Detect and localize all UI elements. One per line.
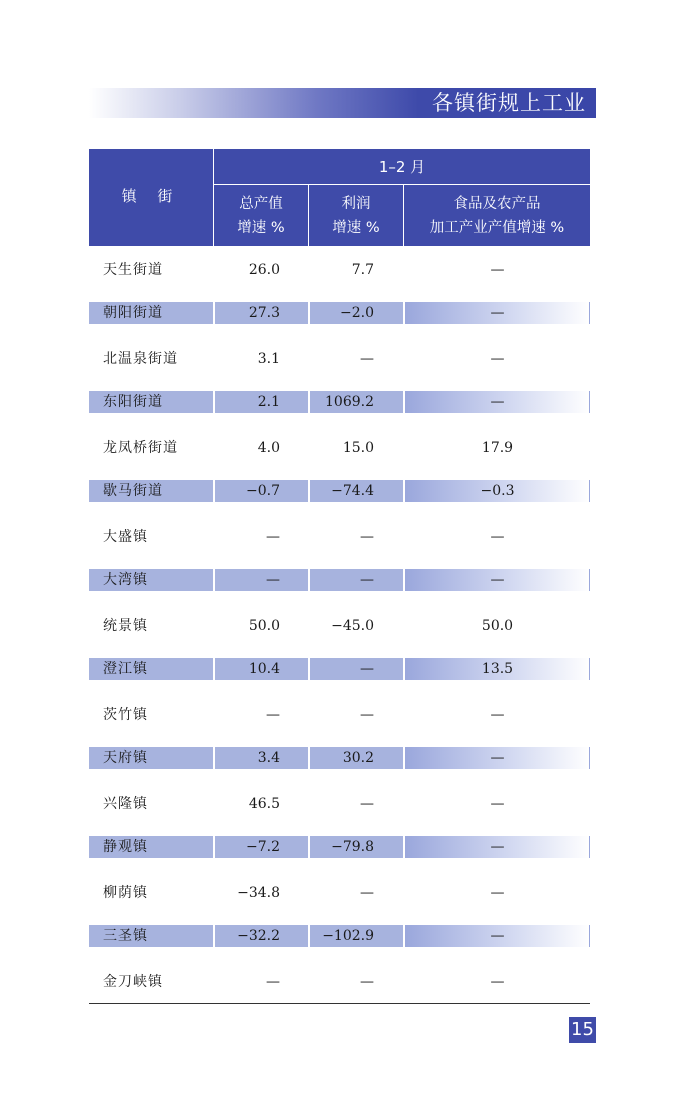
food-industry-growth-value: — xyxy=(490,707,505,723)
town-column-header: 镇 街 xyxy=(121,187,181,205)
food-industry-growth-value: — xyxy=(490,351,505,367)
output-growth-value: 46.5 xyxy=(248,796,280,812)
town-name: 金刀峡镇 xyxy=(103,974,163,990)
town-name: 天生街道 xyxy=(103,262,163,278)
output-growth-value: 26.0 xyxy=(248,262,280,278)
profit-growth-value: 1069.2 xyxy=(325,394,374,410)
column-header-line: 增速 % xyxy=(332,219,380,236)
food-industry-growth-value: — xyxy=(490,750,505,766)
food-industry-growth-value: — xyxy=(490,928,505,944)
town-name: 天府镇 xyxy=(103,750,148,766)
profit-growth-value: — xyxy=(360,796,374,812)
output-growth-value: 2.1 xyxy=(257,394,280,410)
output-growth-value: — xyxy=(266,572,280,588)
town-name: 北温泉街道 xyxy=(103,351,178,367)
town-name: 朝阳街道 xyxy=(103,305,163,321)
table-row xyxy=(89,246,590,335)
town-name: 澄江镇 xyxy=(103,661,148,677)
food-industry-growth-value: — xyxy=(490,262,505,278)
output-growth-value: −7.2 xyxy=(246,839,280,855)
output-growth-value: 10.4 xyxy=(248,661,280,677)
table-row xyxy=(89,513,590,602)
profit-growth-value: — xyxy=(360,661,374,677)
profit-growth-value: — xyxy=(360,885,374,901)
food-industry-growth-value: 17.9 xyxy=(481,440,514,456)
table-row xyxy=(89,869,590,958)
food-industry-growth-value: −0.3 xyxy=(480,483,515,499)
profit-growth-value: — xyxy=(360,974,374,990)
town-name: 龙凤桥街道 xyxy=(103,440,178,456)
profit-growth-value: 15.0 xyxy=(342,440,374,456)
food-industry-growth-value: — xyxy=(490,394,505,410)
food-industry-growth-value: — xyxy=(490,305,505,321)
profit-growth-header xyxy=(309,185,403,246)
profit-growth-value: — xyxy=(360,572,374,588)
town-name: 歇马街道 xyxy=(103,483,163,499)
column-header-line: 加工产业产值增速 % xyxy=(429,219,565,236)
town-name: 大盛镇 xyxy=(103,529,148,545)
column-header-line: 总产值 xyxy=(239,195,283,212)
town-name: 兴隆镇 xyxy=(103,796,148,812)
food-industry-growth-value: 50.0 xyxy=(481,618,514,634)
table-row xyxy=(89,780,590,869)
output-growth-value: −34.8 xyxy=(237,885,280,901)
table-header xyxy=(89,149,590,246)
food-industry-growth-value: — xyxy=(490,529,505,545)
column-header-line: 食品及农产品 xyxy=(453,195,541,212)
profit-growth-value: −79.8 xyxy=(331,839,374,855)
output-growth-value: 27.3 xyxy=(248,305,280,321)
food-industry-growth-value: — xyxy=(490,885,505,901)
profit-growth-value: — xyxy=(360,351,374,367)
town-name: 静观镇 xyxy=(103,839,148,855)
output-growth-value: −32.2 xyxy=(237,928,280,944)
output-growth-value: 3.4 xyxy=(257,750,280,766)
food-industry-growth-value: — xyxy=(490,796,505,812)
town-name: 三圣镇 xyxy=(103,928,148,944)
output-growth-value: 4.0 xyxy=(257,440,280,456)
food-industry-growth-header xyxy=(404,185,590,246)
food-industry-growth-value: — xyxy=(490,839,505,855)
output-growth-value: — xyxy=(266,529,280,545)
food-industry-growth-value: — xyxy=(490,572,505,588)
town-name: 统景镇 xyxy=(103,618,148,634)
output-growth-value: −0.7 xyxy=(246,483,280,499)
table-row xyxy=(89,691,590,780)
town-name: 柳荫镇 xyxy=(103,885,148,901)
profit-growth-value: 30.2 xyxy=(342,750,374,766)
period-header: 1–2 月 xyxy=(378,158,426,176)
food-industry-growth-value: — xyxy=(490,974,505,990)
column-header-line: 增速 % xyxy=(237,219,285,236)
profit-growth-value: −102.9 xyxy=(322,928,374,944)
column-header-line: 利润 xyxy=(341,195,371,212)
table-row xyxy=(89,335,590,424)
profit-growth-value: −2.0 xyxy=(340,305,374,321)
town-name: 东阳街道 xyxy=(103,394,163,410)
output-growth-value: 50.0 xyxy=(248,618,280,634)
page-number: 15 xyxy=(569,1017,596,1043)
profit-growth-value: 7.7 xyxy=(351,262,374,278)
section-title: 各镇街规上工业 xyxy=(432,91,586,115)
profit-growth-value: — xyxy=(360,529,374,545)
town-name: 茨竹镇 xyxy=(103,707,148,723)
output-growth-value: — xyxy=(266,974,280,990)
town-name: 大湾镇 xyxy=(103,572,148,588)
output-growth-header xyxy=(214,185,308,246)
food-industry-growth-value: 13.5 xyxy=(481,661,514,677)
table-row xyxy=(89,424,590,513)
profit-growth-value: — xyxy=(360,707,374,723)
table-bottom-rule xyxy=(89,1003,590,1004)
output-growth-value: 3.1 xyxy=(257,351,280,367)
output-growth-value: — xyxy=(266,707,280,723)
header-band xyxy=(89,88,596,118)
table-row xyxy=(89,602,590,691)
profit-growth-value: −74.4 xyxy=(331,483,374,499)
profit-growth-value: −45.0 xyxy=(331,618,374,634)
